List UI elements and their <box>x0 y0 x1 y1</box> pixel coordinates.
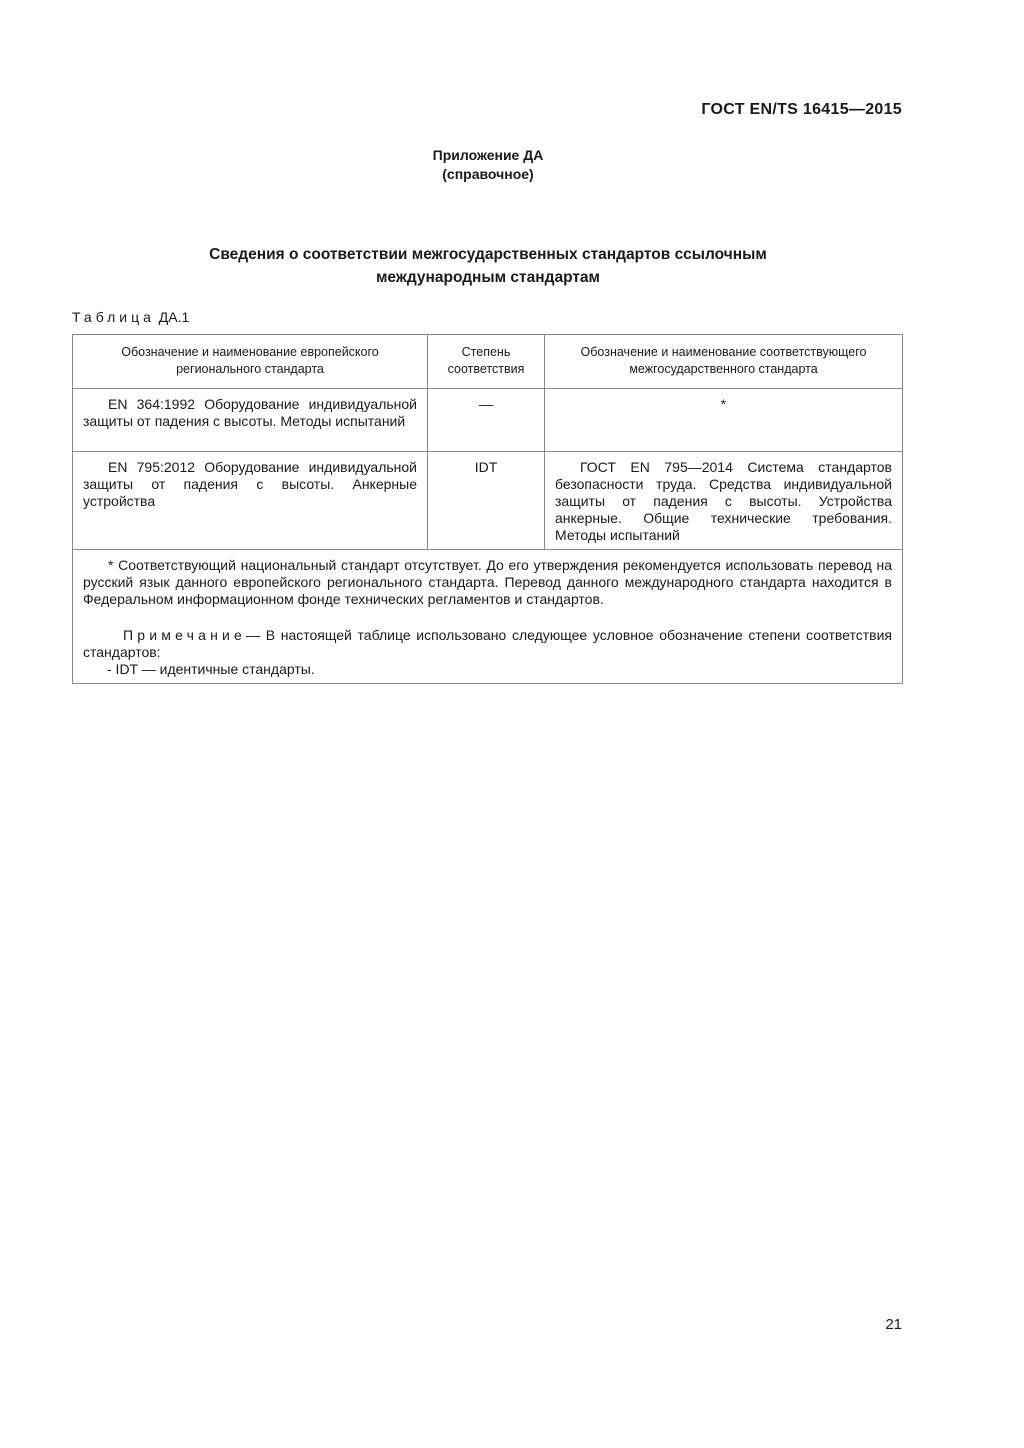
note-list-item: - IDT — идентичные стандарты. <box>107 661 315 677</box>
table-caption-label: Таблица <box>72 309 155 325</box>
annex-status: (справочное) <box>442 166 534 182</box>
table-header-row <box>73 335 903 389</box>
header-european-standard: Обозначение и наименование европейского регионального стандарта <box>73 335 428 389</box>
cell-interstate-standard: ГОСТ EN 795—2014 Система стандартов безопасности труда. Средства индивидуальной защиты от падения с высоты. Устройства анкерные. Общие технические требования. Методы испытаний <box>545 452 903 550</box>
note-text: — В настоящей таблице использовано следующее условное обозначение степени соответствия стандартов: <box>83 627 892 660</box>
table-footer-row <box>73 550 903 684</box>
header-interstate-standard: Обозначение и наименование соответствующего межгосударственного стандарта <box>545 335 903 389</box>
footnote: * Соответствующий национальный стандарт отсутствует. До его утверждения рекомендуется использовать перевод на русский язык данного европейского регионального стандарта. Перевод данного международного стандарта находится в Федеральном информационном фонде технических регламентов и стандартов. <box>83 557 892 607</box>
cell-degree: — <box>428 389 545 452</box>
cell-european-standard: EN 795:2012 Оборудование индивидуальной защиты от падения с высоты. Анкерные устройства <box>73 452 428 550</box>
correspondence-table <box>72 334 903 684</box>
cell-interstate-standard: * <box>545 389 903 452</box>
page-title: Сведения о соответствии межгосударственных стандартов ссылочным международным стандартам <box>209 246 767 286</box>
cell-degree: IDT <box>428 452 545 550</box>
table-footer <box>73 550 903 684</box>
document-code: ГОСТ EN/TS 16415—2015 <box>701 101 902 118</box>
note <box>83 627 892 661</box>
annex-heading <box>0 146 976 184</box>
annex-title: Приложение ДА <box>432 147 544 163</box>
table-row <box>73 389 903 452</box>
note-label: Примечание <box>123 627 247 643</box>
header-degree: Степень соответствия <box>428 335 545 389</box>
cell-european-standard: EN 364:1992 Оборудование индивидуальной защиты от падения с высоты. Методы испытаний <box>73 389 428 452</box>
table-caption <box>72 309 189 325</box>
page-number: 21 <box>885 1316 902 1333</box>
table-caption-number: ДА.1 <box>158 309 190 325</box>
table-row <box>73 452 903 550</box>
